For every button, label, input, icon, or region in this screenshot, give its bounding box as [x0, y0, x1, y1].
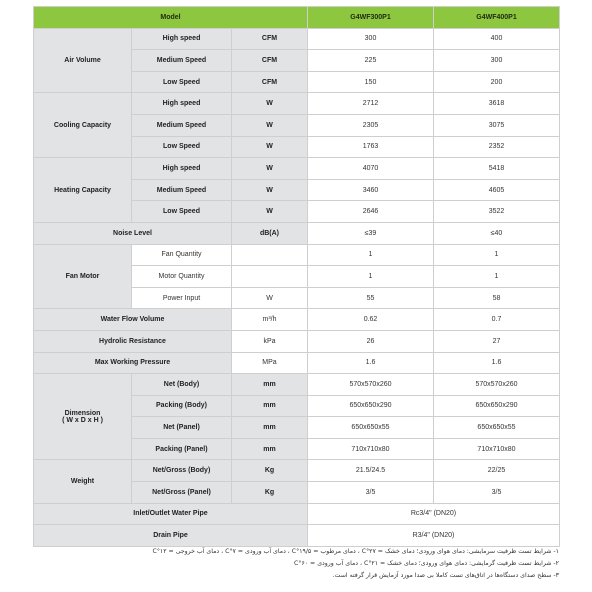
value-cell: 2352: [434, 136, 560, 158]
sub-label: High speed: [132, 158, 232, 180]
note-heating-conditions: ۲- شرایط تست ظرفیت گرمایشی: دمای هوای ورودی؛ دمای خشک = ۲۱°C ، دمای آب ورودی = ۶۰°C: [294, 560, 559, 567]
value-cell: 1: [434, 266, 560, 288]
value-cell: 400: [434, 28, 560, 50]
unit-cell: CFM: [232, 28, 308, 50]
table-row: [34, 222, 560, 244]
table-row: [34, 244, 560, 266]
value-cell: 570x570x260: [434, 374, 560, 396]
sub-label: Medium Speed: [132, 114, 232, 136]
unit-cell: dB(A): [232, 222, 308, 244]
unit-cell: CFM: [232, 71, 308, 93]
value-cell: 1: [308, 266, 434, 288]
value-cell: 55: [308, 287, 434, 309]
table-row: [34, 374, 560, 396]
value-cell: 1.6: [308, 352, 434, 374]
value-cell: 3522: [434, 201, 560, 223]
value-cell: 26: [308, 330, 434, 352]
unit-cell: Kg: [232, 482, 308, 504]
unit-cell: [232, 266, 308, 288]
table-row: [34, 352, 560, 374]
value-cell: 1: [308, 244, 434, 266]
sub-label: Low Speed: [132, 136, 232, 158]
value-cell: 0.62: [308, 309, 434, 331]
value-cell: 3460: [308, 179, 434, 201]
sub-label: Net/Gross (Panel): [132, 482, 232, 504]
unit-cell: mm: [232, 417, 308, 439]
sub-label: High speed: [132, 28, 232, 50]
sub-label: Net (Panel): [132, 417, 232, 439]
dimension-label: [34, 374, 132, 460]
unit-cell: Kg: [232, 460, 308, 482]
spec-table: [33, 6, 560, 547]
value-cell: 3/5: [308, 482, 434, 504]
value-cell: 650x650x290: [308, 395, 434, 417]
table-row: [34, 525, 560, 547]
value-cell: 200: [434, 71, 560, 93]
value-cell: 650x650x290: [434, 395, 560, 417]
table-row: [34, 28, 560, 50]
unit-cell: [232, 244, 308, 266]
sub-label: Packing (Body): [132, 395, 232, 417]
unit-cell: W: [232, 114, 308, 136]
value-cell: 1: [434, 244, 560, 266]
fan-motor-label: Fan Motor: [34, 244, 132, 309]
note-cooling-conditions: ۱- شرایط تست ظرفیت سرمایشی: دمای هوای ورودی؛ دمای خشک = ۲۷°C ، دمای مرطوب = ۱۹/۵°C ، دمای آب ورودی = ۷°C ، دمای آب خروجی = ۱۲°C: [152, 548, 559, 555]
max-pressure-label: Max Working Pressure: [34, 352, 232, 374]
drain-pipe-value: R3/4" (DN20): [308, 525, 560, 547]
inlet-outlet-pipe-value: Rc3/4" (DN20): [308, 503, 560, 525]
value-cell: 710x710x80: [434, 438, 560, 460]
value-cell: ≤39: [308, 222, 434, 244]
sub-label: Net/Gross (Body): [132, 460, 232, 482]
value-cell: 4070: [308, 158, 434, 180]
sub-label: Packing (Panel): [132, 438, 232, 460]
hydrolic-resistance-label: Hydrolic Resistance: [34, 330, 232, 352]
unit-cell: kPa: [232, 330, 308, 352]
value-cell: 225: [308, 50, 434, 72]
value-cell: 650x650x55: [308, 417, 434, 439]
weight-label: Weight: [34, 460, 132, 503]
unit-cell: W: [232, 136, 308, 158]
sub-label: High speed: [132, 93, 232, 115]
drain-pipe-label: Drain Pipe: [34, 525, 308, 547]
model-1-header: G4WF300P1: [308, 7, 434, 29]
value-cell: 58: [434, 287, 560, 309]
value-cell: 1763: [308, 136, 434, 158]
sub-label: Net (Body): [132, 374, 232, 396]
sub-label: Low Speed: [132, 201, 232, 223]
value-cell: 2305: [308, 114, 434, 136]
air-volume-label: Air Volume: [34, 28, 132, 93]
value-cell: 0.7: [434, 309, 560, 331]
cooling-capacity-label: Cooling Capacity: [34, 93, 132, 158]
unit-cell: mm: [232, 374, 308, 396]
value-cell: 27: [434, 330, 560, 352]
sub-label: Low Speed: [132, 71, 232, 93]
header-row: [34, 7, 560, 29]
table-row: [34, 503, 560, 525]
table-row: [34, 330, 560, 352]
unit-cell: CFM: [232, 50, 308, 72]
unit-cell: mm: [232, 438, 308, 460]
value-cell: 650x650x55: [434, 417, 560, 439]
unit-cell: m³/h: [232, 309, 308, 331]
value-cell: 1.6: [434, 352, 560, 374]
model-header: Model: [34, 7, 308, 29]
table-row: [34, 309, 560, 331]
table-row: [34, 460, 560, 482]
sub-label: Medium Speed: [132, 50, 232, 72]
value-cell: 300: [308, 28, 434, 50]
sub-label: Fan Quantity: [132, 244, 232, 266]
unit-cell: W: [232, 287, 308, 309]
value-cell: 22/25: [434, 460, 560, 482]
unit-cell: W: [232, 158, 308, 180]
value-cell: 4605: [434, 179, 560, 201]
value-cell: ≤40: [434, 222, 560, 244]
heating-capacity-label: Heating Capacity: [34, 158, 132, 223]
water-flow-label: Water Flow Volume: [34, 309, 232, 331]
note-noise-conditions: ۳- سطح صدای دستگاه‌ها در اتاق‌های تست کاملا بی صدا مورد آزمایش قرار گرفته است.: [332, 572, 559, 579]
test-conditions-notes: [33, 546, 559, 582]
value-cell: 710x710x80: [308, 438, 434, 460]
model-2-header: G4WF400P1: [434, 7, 560, 29]
value-cell: 2712: [308, 93, 434, 115]
value-cell: 21.5/24.5: [308, 460, 434, 482]
unit-cell: W: [232, 93, 308, 115]
value-cell: 570x570x260: [308, 374, 434, 396]
unit-cell: W: [232, 201, 308, 223]
value-cell: 5418: [434, 158, 560, 180]
value-cell: 3618: [434, 93, 560, 115]
value-cell: 3075: [434, 114, 560, 136]
unit-cell: MPa: [232, 352, 308, 374]
value-cell: 3/5: [434, 482, 560, 504]
sub-label: Medium Speed: [132, 179, 232, 201]
sub-label: Power Input: [132, 287, 232, 309]
unit-cell: W: [232, 179, 308, 201]
table-row: [34, 93, 560, 115]
dimension-subtitle: ( W x D x H ): [62, 416, 103, 424]
value-cell: 150: [308, 71, 434, 93]
sub-label: Motor Quantity: [132, 266, 232, 288]
noise-level-label: Noise Level: [34, 222, 232, 244]
value-cell: 2646: [308, 201, 434, 223]
dimension-title: Dimension: [64, 409, 101, 417]
inlet-outlet-pipe-label: Inlet/Outlet Water Pipe: [34, 503, 308, 525]
value-cell: 300: [434, 50, 560, 72]
unit-cell: mm: [232, 395, 308, 417]
table-row: [34, 158, 560, 180]
